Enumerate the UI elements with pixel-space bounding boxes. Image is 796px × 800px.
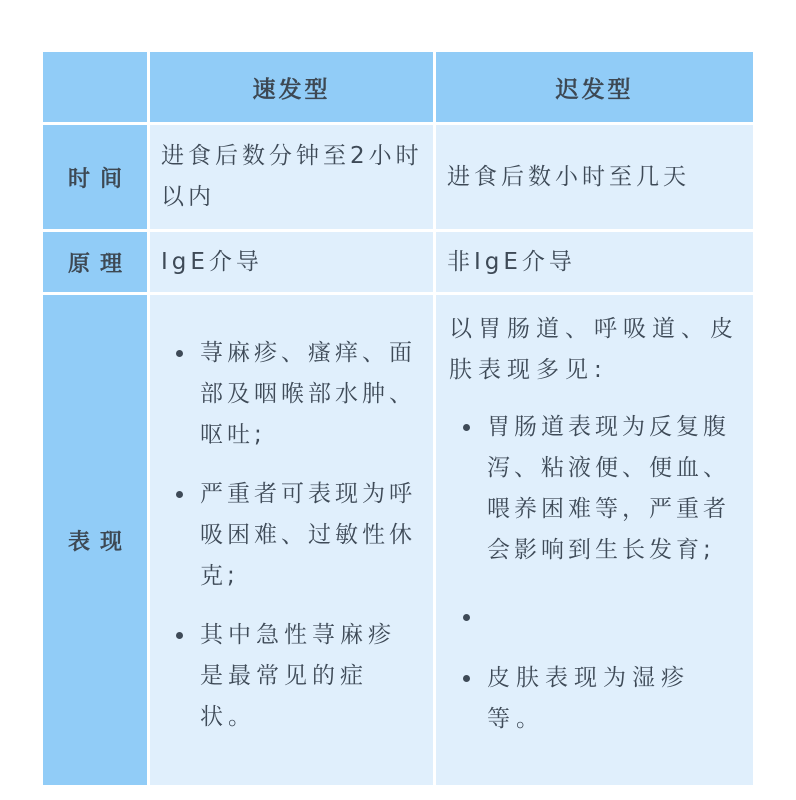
list-item-empty <box>449 597 740 638</box>
time-delayed-cell: 进食后数小时至几天 <box>436 125 753 229</box>
bullet-dot-icon <box>176 632 183 639</box>
list-item-text: 严重者可表现为呼吸困难、过敏性休克; <box>200 481 416 589</box>
header-fast-type: 速发型 <box>150 52 433 122</box>
row-label-mechanism: 原理 <box>43 232 147 292</box>
list-item <box>449 407 740 571</box>
bullet-dot-icon <box>463 424 470 431</box>
row-label-time: 时间 <box>43 125 147 229</box>
list-item-text: 胃肠道表现为反复腹泻、粘液便、便血、喂养困难等，严重者会影响到生长发育; <box>487 414 730 563</box>
list-item-text: 荨麻疹、瘙痒、面部及咽喉部水肿、呕吐; <box>200 340 416 448</box>
mechanism-fast-cell: IgE介导 <box>150 232 433 292</box>
list-item <box>162 474 421 597</box>
bullet-dot-icon <box>463 614 470 621</box>
list-item <box>449 658 740 740</box>
list-item <box>162 615 421 738</box>
time-fast-cell: 进食后数分钟至2小时以内 <box>150 125 433 229</box>
header-corner-cell <box>43 52 147 122</box>
row-label-symptoms: 表现 <box>43 295 147 785</box>
allergy-comparison-table <box>43 52 753 788</box>
list-item-text: 其中急性荨麻疹是最常见的症状。 <box>200 622 396 730</box>
delayed-symptom-list <box>449 407 740 740</box>
bullet-dot-icon <box>176 350 183 357</box>
list-item-text: 皮肤表现为湿疹等。 <box>487 665 690 732</box>
fast-symptom-list <box>162 333 421 738</box>
bullet-dot-icon <box>463 675 470 682</box>
bullet-dot-icon <box>176 491 183 498</box>
symptoms-fast-cell <box>150 295 433 785</box>
delayed-intro-text: 以胃肠道、呼吸道、皮肤表现多见: <box>449 316 739 383</box>
symptoms-delayed-cell <box>436 295 753 785</box>
mechanism-delayed-cell: 非IgE介导 <box>436 232 753 292</box>
list-item <box>162 333 421 456</box>
header-delayed-type: 迟发型 <box>436 52 753 122</box>
